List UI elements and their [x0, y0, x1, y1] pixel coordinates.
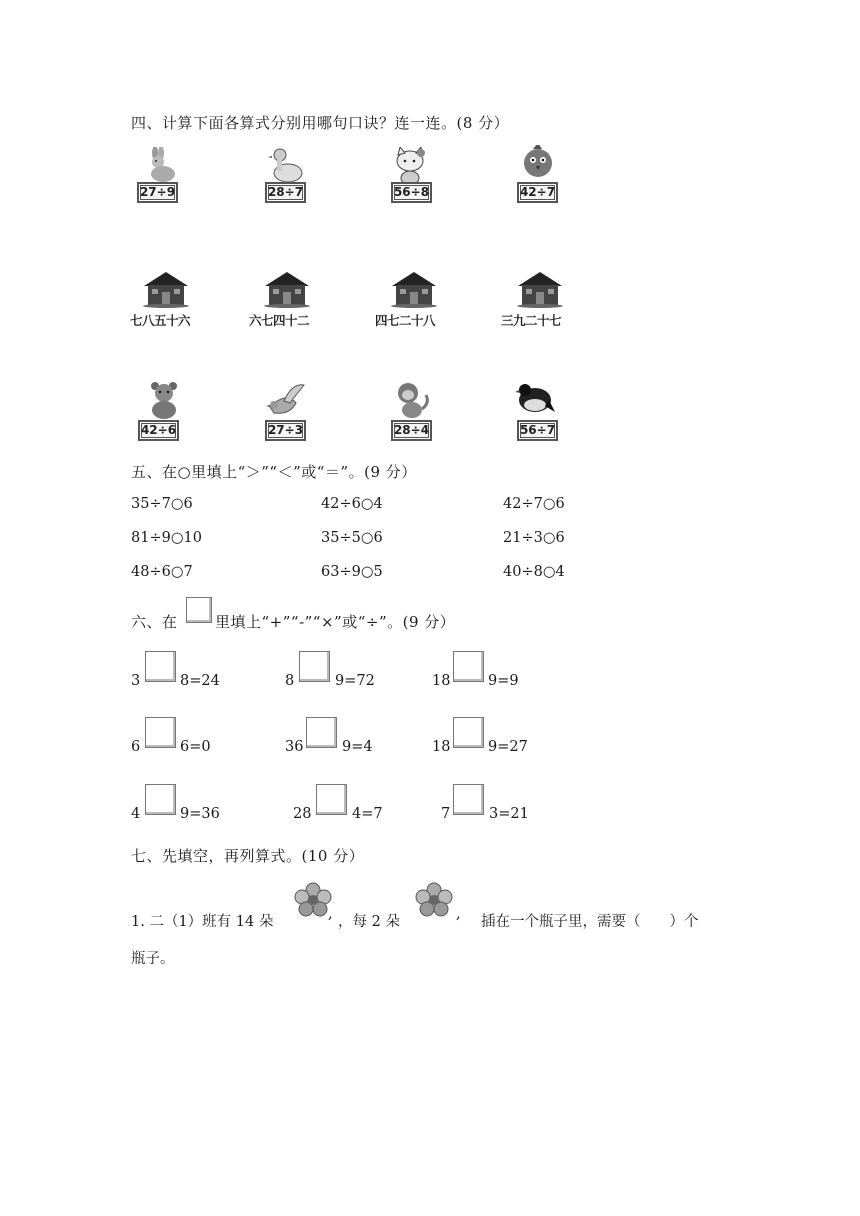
question-text: 瓶子。	[131, 951, 175, 967]
rabbit-icon	[141, 147, 181, 185]
house-icon	[142, 270, 190, 308]
chick-icon	[518, 145, 558, 183]
compare-item: 48÷6○7	[131, 564, 193, 580]
operand-right: 9=9	[488, 673, 519, 689]
operand-left: 6	[131, 739, 141, 755]
answer-box[interactable]	[145, 717, 176, 748]
operand-left: 18	[432, 739, 451, 755]
expr-tag: 56÷8	[391, 182, 432, 203]
operand-right: 9=27	[488, 739, 528, 755]
compare-item: 42÷6○4	[321, 496, 383, 512]
operand-right: 9=72	[335, 673, 375, 689]
operand-left: 18	[432, 673, 451, 689]
compare-item: 35÷7○6	[131, 496, 193, 512]
answer-box[interactable]	[145, 784, 176, 815]
section-4-heading: 四、计算下面各算式分别用哪句口诀？连一连。(8 分）	[131, 114, 510, 132]
house-label: 四七二十八	[375, 313, 436, 328]
answer-box[interactable]	[299, 651, 330, 682]
section-7-heading: 七、先填空，再列算式。(10 分）	[131, 847, 365, 865]
operand-left: 36	[285, 739, 304, 755]
expr-tag: 28÷4	[391, 420, 432, 441]
expr-tag: 42÷6	[138, 420, 179, 441]
compare-item: 81÷9○10	[131, 530, 202, 546]
duck-icon	[266, 147, 306, 185]
operand-left: 3	[131, 673, 141, 689]
answer-box[interactable]	[306, 717, 337, 748]
operand-left: 28	[293, 806, 312, 822]
answer-box-sample	[186, 597, 212, 623]
answer-box[interactable]	[453, 784, 484, 815]
bear-icon	[145, 381, 185, 419]
expr-tag: 28÷7	[265, 182, 306, 203]
operand-left: 4	[131, 806, 141, 822]
house-label: 七八五十六	[130, 313, 191, 328]
compare-item: 42÷7○6	[503, 496, 565, 512]
monkey-icon	[392, 381, 432, 419]
compare-item: 35÷5○6	[321, 530, 383, 546]
expr-tag: 27÷9	[137, 182, 178, 203]
comma: ,	[456, 906, 461, 922]
question-text: ，每 2 朵	[338, 914, 400, 930]
operand-right: 4=7	[352, 806, 383, 822]
question-text: 插在一个瓶子里，需要（ ）个	[481, 914, 699, 930]
house-icon	[263, 270, 311, 308]
question-text: 1. 二（1）班有 14 朵	[131, 914, 274, 930]
expr-tag: 27÷3	[265, 420, 306, 441]
answer-box[interactable]	[145, 651, 176, 682]
flower-icon	[414, 882, 454, 918]
house-icon	[390, 270, 438, 308]
flower-icon	[293, 882, 333, 918]
compare-item: 21÷3○6	[503, 530, 565, 546]
operand-right: 8=24	[180, 673, 220, 689]
operand-right: 6=0	[180, 739, 211, 755]
answer-box[interactable]	[453, 651, 484, 682]
cat-icon	[392, 147, 432, 185]
operand-right: 9=4	[342, 739, 373, 755]
magpie-icon	[515, 380, 555, 418]
section-6-heading-start: 六、在	[131, 613, 178, 631]
operand-right: 3=21	[489, 806, 529, 822]
operand-right: 9=36	[180, 806, 220, 822]
section-6-heading-end: 里填上“+”“-”“×”或“÷”。(9 分）	[215, 613, 456, 631]
expr-tag: 56÷7	[517, 420, 558, 441]
compare-item: 40÷8○4	[503, 564, 565, 580]
bird-icon	[266, 381, 306, 419]
compare-item: 63÷9○5	[321, 564, 383, 580]
house-label: 三九二十七	[501, 313, 562, 328]
house-label: 六七四十二	[249, 313, 310, 328]
operand-left: 7	[441, 806, 451, 822]
operand-left: 8	[285, 673, 295, 689]
answer-box[interactable]	[316, 784, 347, 815]
answer-box[interactable]	[453, 717, 484, 748]
comma: ,	[328, 906, 333, 922]
expr-tag: 42÷7	[517, 182, 558, 203]
section-5-heading: 五、在○里填上“＞”“＜”或“＝”。(9 分）	[131, 463, 417, 481]
house-icon	[516, 270, 564, 308]
